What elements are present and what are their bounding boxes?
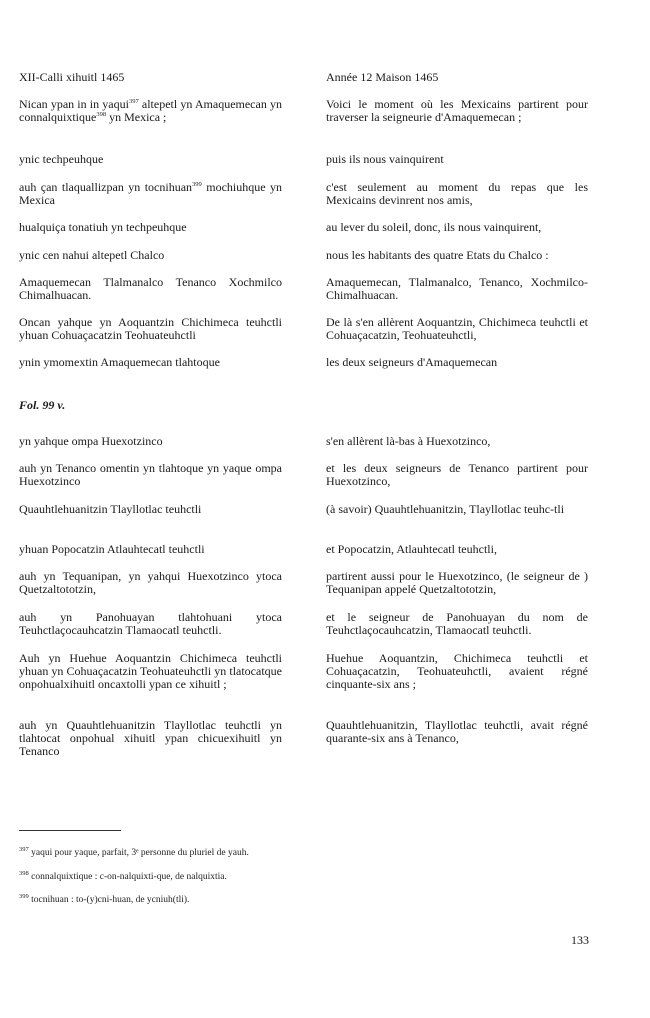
french-paragraph: et Popocatzin, Atlauhtecatl teuhctli, <box>326 542 497 556</box>
french-paragraph: Quauhtlehuanitzin, Tlayllotlac teuhctli, avait régné quarante-six ans à Tenanco, <box>326 718 588 745</box>
french-paragraph: et le seigneur de Panohuayan du nom de Teuhctlaçocauhcatzin, Tlamaocatl teuhctli. <box>326 610 588 637</box>
french-paragraph: s'en allèrent là-bas à Huexotzinco, <box>326 434 491 448</box>
nahuatl-paragraph: Amaquemecan Tlalmanalco Tenanco Xochmilco Chimalhuacan. <box>19 275 282 302</box>
nahuatl-paragraph: Auh yn Huehue Aoquantzin Chichimeca teuhctli yhuan yn Cohuaçacatzin Teohuateuhctli yn tlatocatque onpohualxihuitl oncaxtolli ypan ce xihuitl ; <box>19 651 282 691</box>
nahuatl-paragraph: auh yn Tequanipan, yn yahqui Huexotzinco ytoca Quetzaltototzin, <box>19 569 282 596</box>
footnote: $^{398}$ connalquixtique : c-on-nalquixti-que, de nalquixtia. <box>19 869 227 882</box>
nahuatl-paragraph: auh yn Quauhtlehuanitzin Tlayllotlac teuhctli yn tlahtocat onpohual xihuitl ypan chicuexihuitl yn Tenanco <box>19 718 282 758</box>
french-year-heading: Année 12 Maison 1465 <box>326 70 439 84</box>
nahuatl-paragraph: Oncan yahque yn Aoquantzin Chichimeca teuhctli yhuan Cohuaçacatzin Teohuateuhctli <box>19 315 282 342</box>
folio-marker: Fol. 99 v. <box>19 398 66 412</box>
footnote-ref: 397 <box>128 98 139 105</box>
french-paragraph: et les deux seigneurs de Tenanco partirent pour Huexotzinco, <box>326 461 588 488</box>
nahuatl-paragraph: auh yn Tenanco omentin yn tlahtoque yn yaque ompa Huexotzinco <box>19 461 282 488</box>
page-number: 133 <box>571 933 589 947</box>
french-paragraph: nous les habitants des quatre Etats du Chalco : <box>326 248 549 262</box>
nahuatl-paragraph: ynin ymomextin Amaquemecan tlahtoque <box>19 355 220 369</box>
footnote-divider <box>19 830 121 831</box>
nahuatl-year-heading: XII-Calli xihuitl 1465 <box>19 70 125 84</box>
nahuatl-paragraph: auh yn Panohuayan tlahtohuani ytoca Teuhctlaçocauhcatzin Tlamaocatl teuhctli. <box>19 610 282 637</box>
nahuatl-paragraph: Nican ypan in in yaqui$^{397}$ altepetl yn Amaquemecan yn connalquixtique$^{398}$ yn Mexica ; <box>19 97 282 124</box>
footnote: $^{397}$ yaqui pour yaque, parfait, 3ᵉ personne du pluriel de yauh. <box>19 845 249 858</box>
french-paragraph: Voici le moment où les Mexicains partirent pour traverser la seigneurie d'Amaquemecan ; <box>326 97 588 124</box>
footnote-ref: 399 <box>192 181 202 188</box>
nahuatl-paragraph: ynic cen nahui altepetl Chalco <box>19 248 165 262</box>
french-paragraph: De là s'en allèrent Aoquantzin, Chichimeca teuhctli et Cohuaçacatzin, Teohuateuhctli, <box>326 315 588 342</box>
nahuatl-paragraph: ynic techpeuhque <box>19 152 104 166</box>
french-paragraph: au lever du soleil, donc, ils nous vainquirent, <box>326 220 542 234</box>
french-paragraph: partirent aussi pour le Huexotzinco, (le seigneur de ) Tequanipan appelé Quetzaltototzin, <box>326 569 588 596</box>
nahuatl-paragraph: hualquiça tonatiuh yn techpeuhque <box>19 220 187 234</box>
nahuatl-paragraph: yhuan Popocatzin Atlauhtecatl teuhctli <box>19 542 205 556</box>
nahuatl-paragraph: auh çan tlaquallizpan yn tocnihuan$^{399}$ mochiuhque yn Mexica <box>19 180 282 207</box>
nahuatl-paragraph: yn yahque ompa Huexotzinco <box>19 434 163 448</box>
french-paragraph: (à savoir) Quauhtlehuanitzin, Tlayllotlac teuhc-tli <box>326 502 565 516</box>
footnote-ref: 398 <box>96 111 107 118</box>
french-paragraph: les deux seigneurs d'Amaquemecan <box>326 355 498 369</box>
french-paragraph: c'est seulement au moment du repas que les Mexicains devinrent nos amis, <box>326 180 588 207</box>
french-paragraph: Huehue Aoquantzin, Chichimeca teuhctli et Cohuaçacatzin, Teohuateuhctli, avaient régné cinquante-six ans ; <box>326 651 588 691</box>
nahuatl-paragraph: Quauhtlehuanitzin Tlayllotlac teuhctli <box>19 502 202 516</box>
footnote: $^{399}$ tocnihuan : to-(y)cni-huan, de ycniuh(tli). <box>19 892 190 905</box>
french-paragraph: Amaquemecan, Tlalmanalco, Tenanco, Xochmilco-Chimalhuacan. <box>326 275 588 302</box>
french-paragraph: puis ils nous vainquirent <box>326 152 444 166</box>
